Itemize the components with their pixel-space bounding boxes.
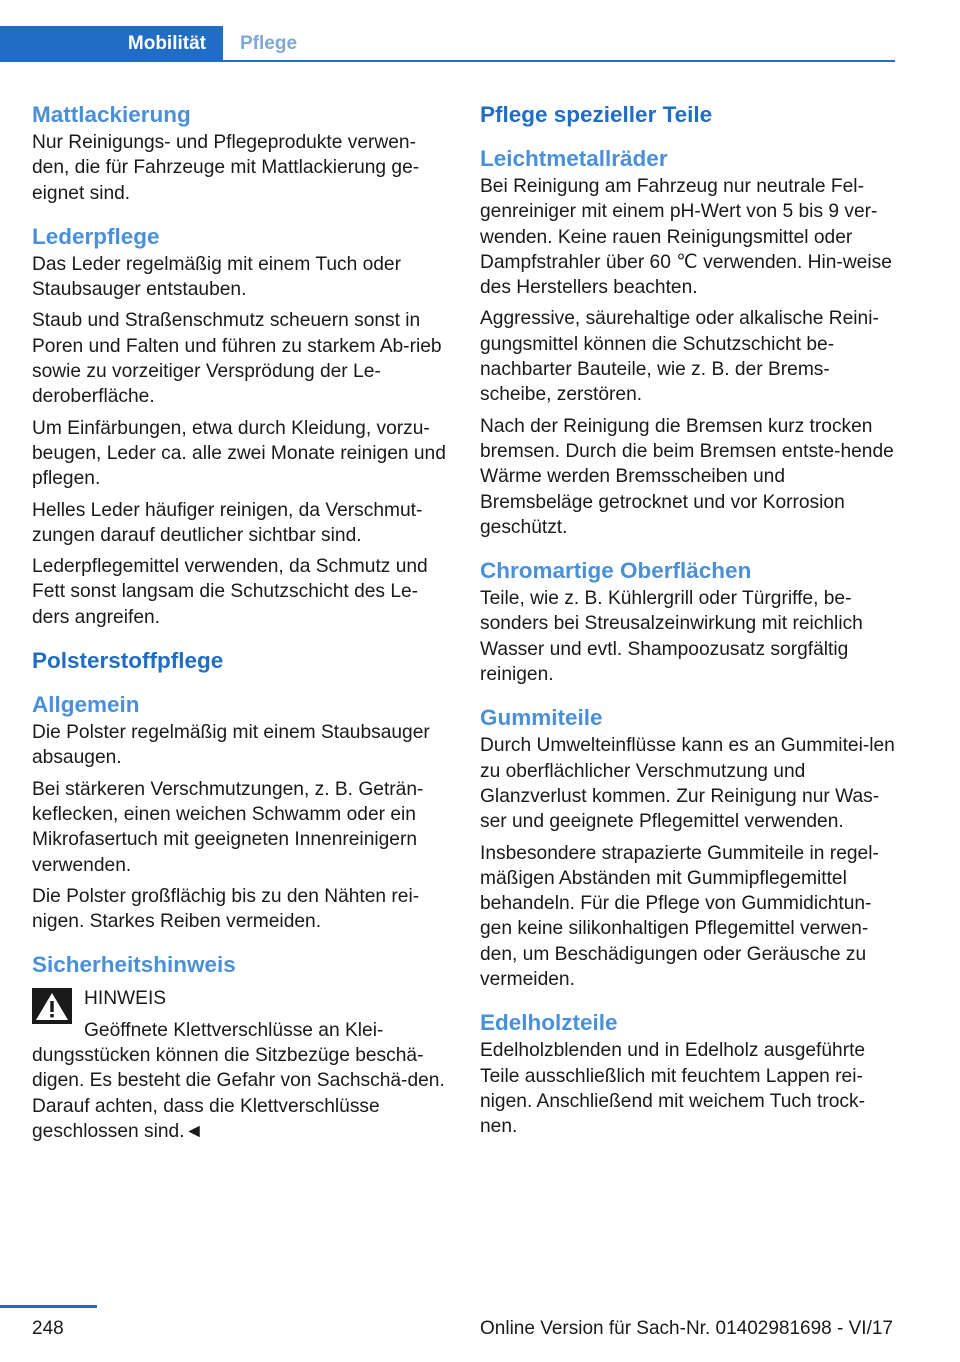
paragraph: Insbesondere strapazierte Gummiteile in regel-mäßigen Abständen mit Gummipflegemittel behandeln. Für die Pflege von Gummidichtun-gen keine silikonhaltigen Pflegemittel verwen-den, um Beschädigungen oder Geräusche zu vermeiden. xyxy=(480,842,879,991)
paragraph: Um Einfärbungen, etwa durch Kleidung, vorzu-beugen, Leder ca. alle zwei Monate reinigen und pflegen. xyxy=(32,417,446,490)
tab-pflege[interactable]: Pflege xyxy=(240,33,298,54)
heading-leichtmetallraeder: Leichtmetallräder xyxy=(480,146,668,171)
paragraph: Lederpflegemittel verwenden, da Schmutz und Fett sonst langsam die Schutzschicht des Le-ders angreifen. xyxy=(32,556,428,628)
paragraph: Das Leder regelmäßig mit einem Tuch oder Staubsauger entstauben. xyxy=(32,253,401,301)
chapter-tabbar xyxy=(0,26,895,62)
left-column xyxy=(32,100,448,1144)
paragraph: Die Polster großflächig bis zu den Nähten rei-nigen. Starkes Reiben vermeiden. xyxy=(32,885,420,933)
paragraph: Durch Umwelteinflüsse kann es an Gummitei-len zu oberflächlicher Verschmutzung und Glanzverlust kommen. Zur Reinigung nur Was-ser und geeignete Pflegemittel verwenden. xyxy=(480,735,895,833)
paragraph: Bei stärkeren Verschmutzungen, z. B. Geträn-keflecken, einen weichen Schwamm oder ein Mikrofasertuch mit geeigneten Innenreinigern verwenden. xyxy=(32,778,424,876)
heading-sicherheitshinweis: Sicherheitshinweis xyxy=(32,952,236,978)
warning-notice xyxy=(32,986,448,1144)
paragraph: Teile, wie z. B. Kühlergrill oder Türgriffe, be-sonders bei Streusalzeinwirkung mit reichlich Wasser und evtl. Shampoozusatz sorgfältig reinigen. xyxy=(480,588,863,686)
right-column xyxy=(480,100,900,1146)
tab-mobilitaet[interactable]: Mobilität xyxy=(0,26,223,62)
page-number: 248 xyxy=(32,1318,64,1339)
heading-polsterstoffpflege: Polsterstoffpflege xyxy=(32,648,224,674)
heading-mattlackierung: Mattlackierung xyxy=(32,102,191,127)
heading-pflege-spezieller-teile: Pflege spezieller Teile xyxy=(480,102,713,127)
paragraph: Aggressive, säurehaltige oder alkalische Reini-gungsmittel können die Schutzschicht be-nachbarter Bauteile, wie z. B. der Brems-scheibe, zerstören. xyxy=(480,308,879,406)
paragraph: Nur Reinigungs- und Pflegeprodukte verwen-den, die für Fahrzeuge mit Mattlackierung ge-eignet sind. xyxy=(32,132,420,204)
paragraph: Edelholzblenden und in Edelholz ausgeführte Teile ausschließlich mit feuchtem Lappen rei-nigen. Anschließend mit weichem Tuch trock-nen. xyxy=(480,1040,866,1138)
heading-lederpflege: Lederpflege xyxy=(32,223,160,249)
online-version-note: Online Version für Sach-Nr. 01402981698 - VI/17 xyxy=(480,1318,893,1339)
paragraph: Nach der Reinigung die Bremsen kurz trocken bremsen. Durch die beim Bremsen entste-hende Wärme werden Bremsscheiben und Bremsbeläge getrocknet und vor Korrosion geschützt. xyxy=(480,415,894,538)
heading-allgemein: Allgemein xyxy=(32,692,140,718)
paragraph: Helles Leder häufiger reinigen, da Verschmut-zungen darauf deutlicher sichtbar sind. xyxy=(32,499,423,546)
heading-chromartige-oberflaechen: Chromartige Oberflächen xyxy=(480,558,752,584)
heading-edelholzteile: Edelholzteile xyxy=(480,1010,618,1036)
paragraph: Die Polster regelmäßig mit einem Staubsauger absaugen. xyxy=(32,722,430,769)
paragraph: Bei Reinigung am Fahrzeug nur neutrale Fel-genreiniger mit einem pH-Wert von 5 bis 9 ver-wenden. Keine rauen Reinigungsmittel oder Dampfstrahler über 60 ℃ verwenden. Hin-weise des Herstellers beachten. xyxy=(480,176,892,299)
heading-gummiteile: Gummiteile xyxy=(480,705,603,731)
warning-title: HINWEIS xyxy=(84,988,167,1010)
warning-triangle-icon xyxy=(32,988,72,1024)
footer-rule xyxy=(0,1305,97,1308)
paragraph: Staub und Straßenschmutz scheuern sonst in Poren und Falten und führen zu starkem Ab-rieb sowie zu vorzeitiger Versprödung der Le-deroberfläche. xyxy=(32,310,442,408)
warning-body: Geöffnete Klettverschlüsse an Klei-dungsstücken können die Sitzbezüge beschä-digen. Es besteht die Gefahr von Sachschä-den. Darauf achten, dass die Klettverschlüsse geschlossen sind.◄ xyxy=(32,1019,445,1142)
